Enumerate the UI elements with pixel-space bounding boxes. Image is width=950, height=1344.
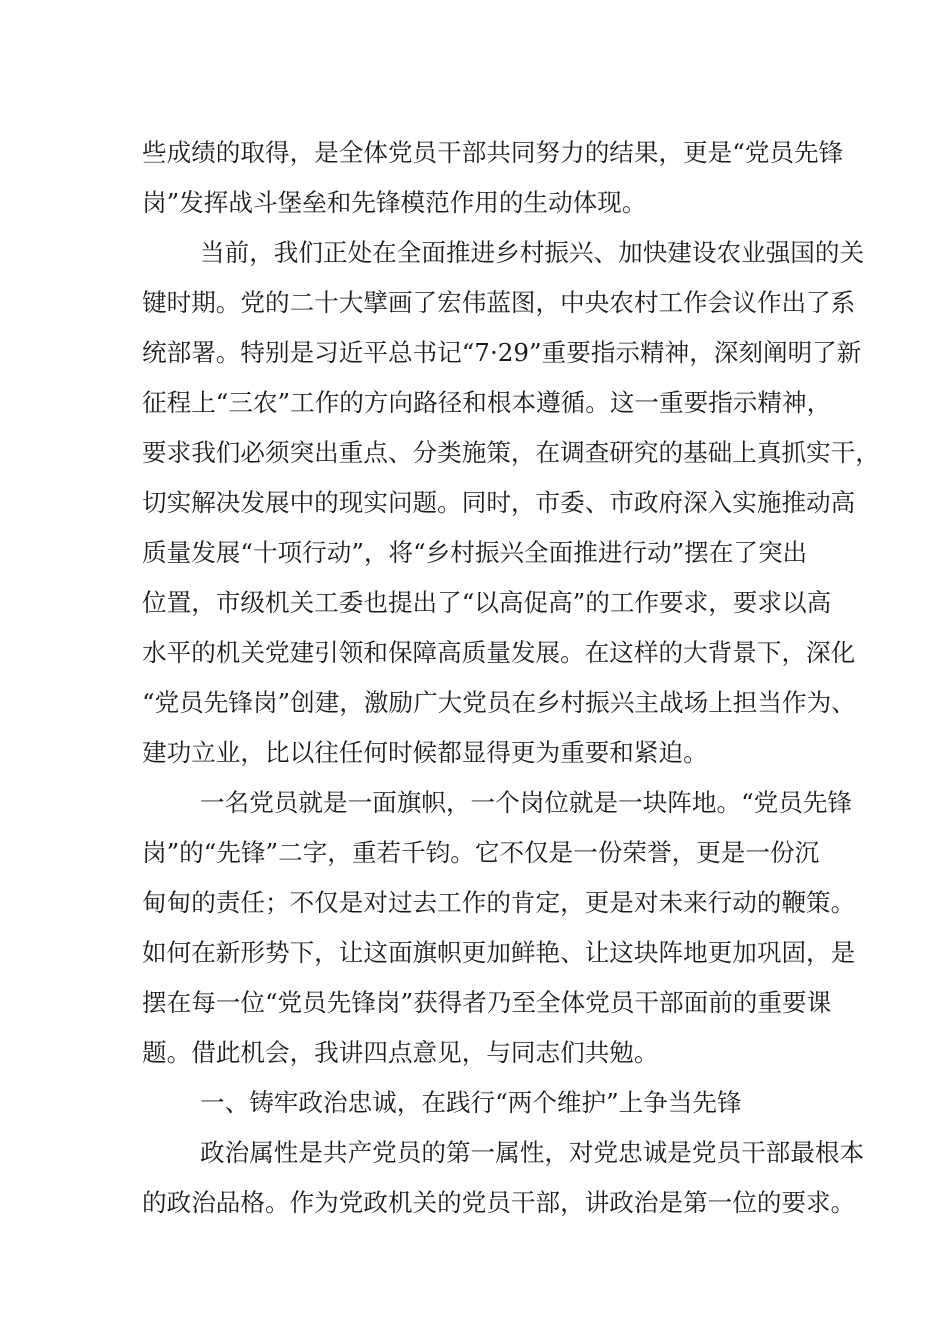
paragraph-line: 岗”发挥战斗堡垒和先锋模范作用的生动体现。 [142, 188, 647, 217]
paragraph-line: 些成绩的取得，是全体党员干部共同努力的结果，更是“党员先锋 [142, 138, 844, 167]
paragraph-line: 甸甸的责任；不仅是对过去工作的肯定，更是对未来行动的鞭策。 [142, 888, 856, 917]
paragraph-line: 建功立业，比以往任何时候都显得更为重要和紧迫。 [142, 738, 708, 767]
paragraph-line: 题。借此机会，我讲四点意见，与同志们共勉。 [142, 1038, 659, 1067]
paragraph-line: 水平的机关党建引领和保障高质量发展。在这样的大背景下，深化 [142, 638, 856, 667]
paragraph-line: 位置，市级机关工委也提出了“以高促高”的工作要求，要求以高 [142, 588, 832, 617]
paragraph-line: 的政治品格。作为党政机关的党员干部，讲政治是第一位的要求。 [142, 1188, 856, 1217]
paragraph-line: 切实解决发展中的现实问题。同时，市委、市政府深入实施推动高 [142, 488, 856, 517]
paragraph-line: 摆在每一位“党员先锋岗”获得者乃至全体党员干部面前的重要课 [142, 988, 832, 1017]
paragraph-line: 征程上“三农”工作的方向路径和根本遵循。这一重要指示精神， [142, 388, 832, 417]
paragraph-line: 统部署。特别是习近平总书记“7·29”重要指示精神，深刻阐明了新 [142, 338, 862, 367]
paragraph-first-line: 政治属性是共产党员的第一属性，对党忠诚是党员干部最根本 [200, 1138, 865, 1167]
paragraph-first-line: 当前，我们正处在全面推进乡村振兴、加快建设农业强国的关 [200, 238, 865, 267]
paragraph-line: 要求我们必须突出重点、分类施策，在调查研究的基础上真抓实干， [142, 438, 880, 467]
paragraph-first-line: 一名党员就是一面旗帜，一个岗位就是一块阵地。“党员先锋 [200, 788, 853, 817]
paragraph-line: 键时期。党的二十大擘画了宏伟蓝图，中央农村工作会议作出了系 [142, 288, 856, 317]
paragraph-line: 质量发展“十项行动”，将“乡村振兴全面推进行动”摆在了突出 [142, 538, 808, 567]
section-heading: 一、铸牢政治忠诚，在践行“两个维护”上争当先锋 [200, 1088, 742, 1117]
paragraph-line: “党员先锋岗”创建，激励广大党员在乡村振兴主战场上担当作为、 [142, 688, 856, 717]
paragraph-line: 如何在新形势下，让这面旗帜更加鲜艳、让这块阵地更加巩固，是 [142, 938, 856, 967]
paragraph-line: 岗”的“先锋”二字，重若千钧。它不仅是一份荣誉，更是一份沉 [142, 838, 820, 867]
